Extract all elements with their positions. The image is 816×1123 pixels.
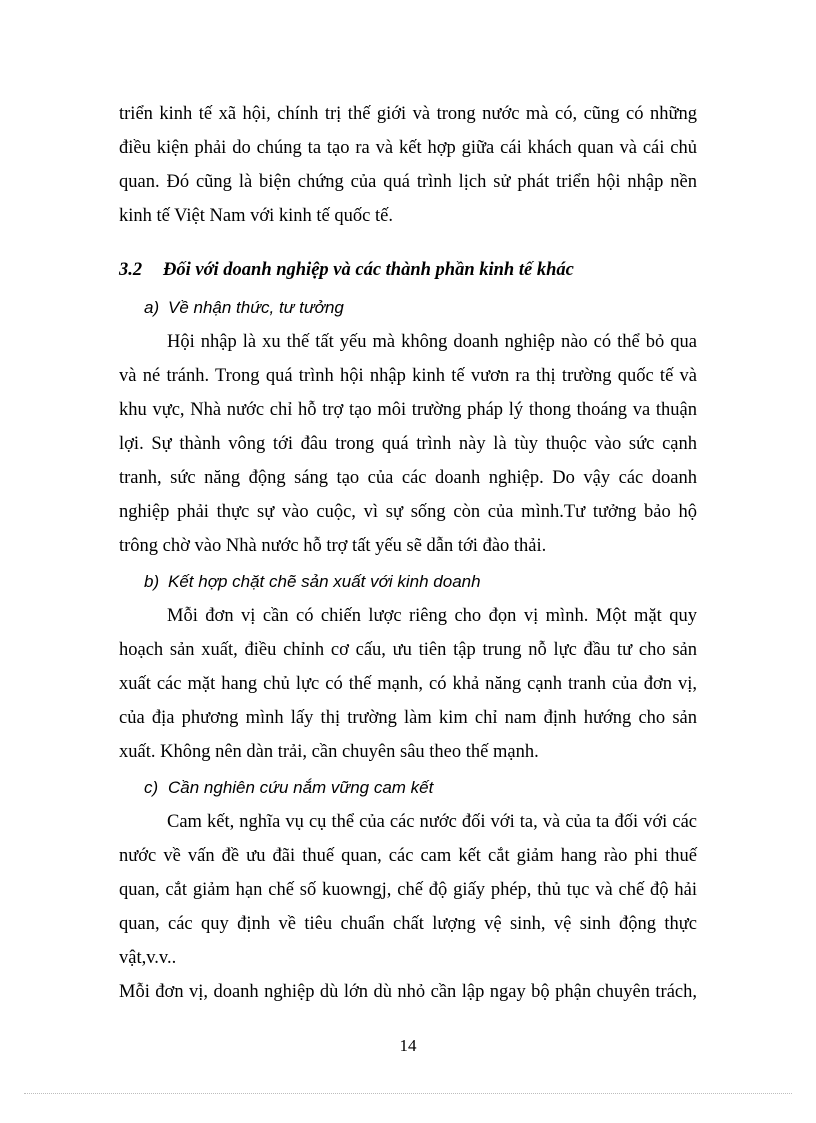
para-c-line-3: quan, cắt giảm hạn chế số kuowngj, chế độ giấy phép, thủ tục và chế độ hải: [119, 880, 697, 900]
para-c-line-1: Cam kết, nghĩa vụ cụ thể của các nước đối với ta, và của ta đối với các: [167, 812, 697, 832]
para-a-line-6: nghiệp phải thực sự vào cuộc, vì sự sống còn của mình.Tư tưởng bảo hộ: [119, 502, 697, 522]
intro-line-1: triển kinh tế xã hội, chính trị thế giới và trong nước mà có, cũng có những: [119, 104, 697, 124]
para-a-line-3: khu vực, Nhà nước chỉ hỗ trợ tạo môi trường pháp lý thong thoáng va thuận: [119, 400, 697, 420]
para-c-line-2: nước về vấn đề ưu đãi thuế quan, các cam kết cắt giảm hang rào phi thuế: [119, 846, 697, 866]
intro-line-3: quan. Đó cũng là biện chứng của quá trình lịch sử phát triển hội nhập nền: [119, 172, 697, 192]
intro-line-4: kinh tế Việt Nam với kinh tế quốc tế.: [119, 206, 393, 226]
para-b-line-3: xuất các mặt hang chủ lực có thế mạnh, có khả năng cạnh tranh của đơn vị,: [119, 674, 697, 694]
section-title: Đối với doanh nghiệp và các thành phần kinh tế khác: [163, 260, 574, 280]
para-a-line-7: trông chờ vào Nhà nước hỗ trợ tất yếu sẽ dẫn tới đào thải.: [119, 536, 547, 556]
subheading-a-letter: a): [144, 298, 160, 317]
para-a-line-5: tranh, sức năng động sáng tạo của các doanh nghiệp. Do vậy các doanh: [119, 468, 697, 488]
para-a-line-2: và né tránh. Trong quá trình hội nhập kinh tế vươn ra thị trường quốc tế và: [119, 366, 697, 386]
para-b-line-2: hoạch sản xuất, điều chỉnh cơ cấu, ưu tiên tập trung nỗ lực đầu tư cho sản: [119, 640, 697, 660]
para-c-line-4: quan, các quy định về tiêu chuẩn chất lượng vệ sinh, vệ sinh động thực: [119, 914, 697, 934]
para-a-line-4: lợi. Sự thành vông tới đâu trong quá trình này là tùy thuộc vào sức cạnh: [119, 434, 697, 454]
section-number: 3.2: [119, 260, 143, 280]
subheading-c: [144, 771, 433, 805]
subheading-c-title: Cần nghiên cứu nắm vững cam kết: [168, 778, 434, 797]
page-number: 14: [399, 1036, 417, 1055]
subheading-b: [144, 565, 481, 599]
subheading-a-title: Về nhận thức, tư tưởng: [168, 298, 344, 317]
page-bottom-divider: [24, 1093, 792, 1094]
intro-line-2: điều kiện phải do chúng ta tạo ra và kết hợp giữa cái khách quan và cái chủ: [119, 138, 697, 158]
subheading-b-letter: b): [144, 572, 160, 591]
para-a-line-1: Hội nhập là xu thế tất yếu mà không doanh nghiệp nào có thể bỏ qua: [167, 332, 697, 352]
closing-line: Mỗi đơn vị, doanh nghiệp dù lớn dù nhỏ cần lập ngay bộ phận chuyên trách,: [119, 982, 697, 1002]
para-c-line-5: vật,v.v..: [119, 948, 177, 968]
subheading-c-letter: c): [144, 778, 159, 797]
para-b-line-5: xuất. Không nên dàn trải, cần chuyên sâu theo thế mạnh.: [119, 742, 539, 762]
para-b-line-4: của địa phương mình lấy thị trường làm kim chỉ nam định hướng cho sản: [119, 708, 697, 728]
subheading-b-title: Kết hợp chặt chẽ sản xuất với kinh doanh: [168, 572, 481, 591]
subheading-a: [144, 291, 344, 325]
para-b-line-1: Mỗi đơn vị cần có chiến lược riêng cho đọn vị mình. Một mặt quy: [167, 606, 697, 626]
section-heading: [119, 253, 574, 287]
